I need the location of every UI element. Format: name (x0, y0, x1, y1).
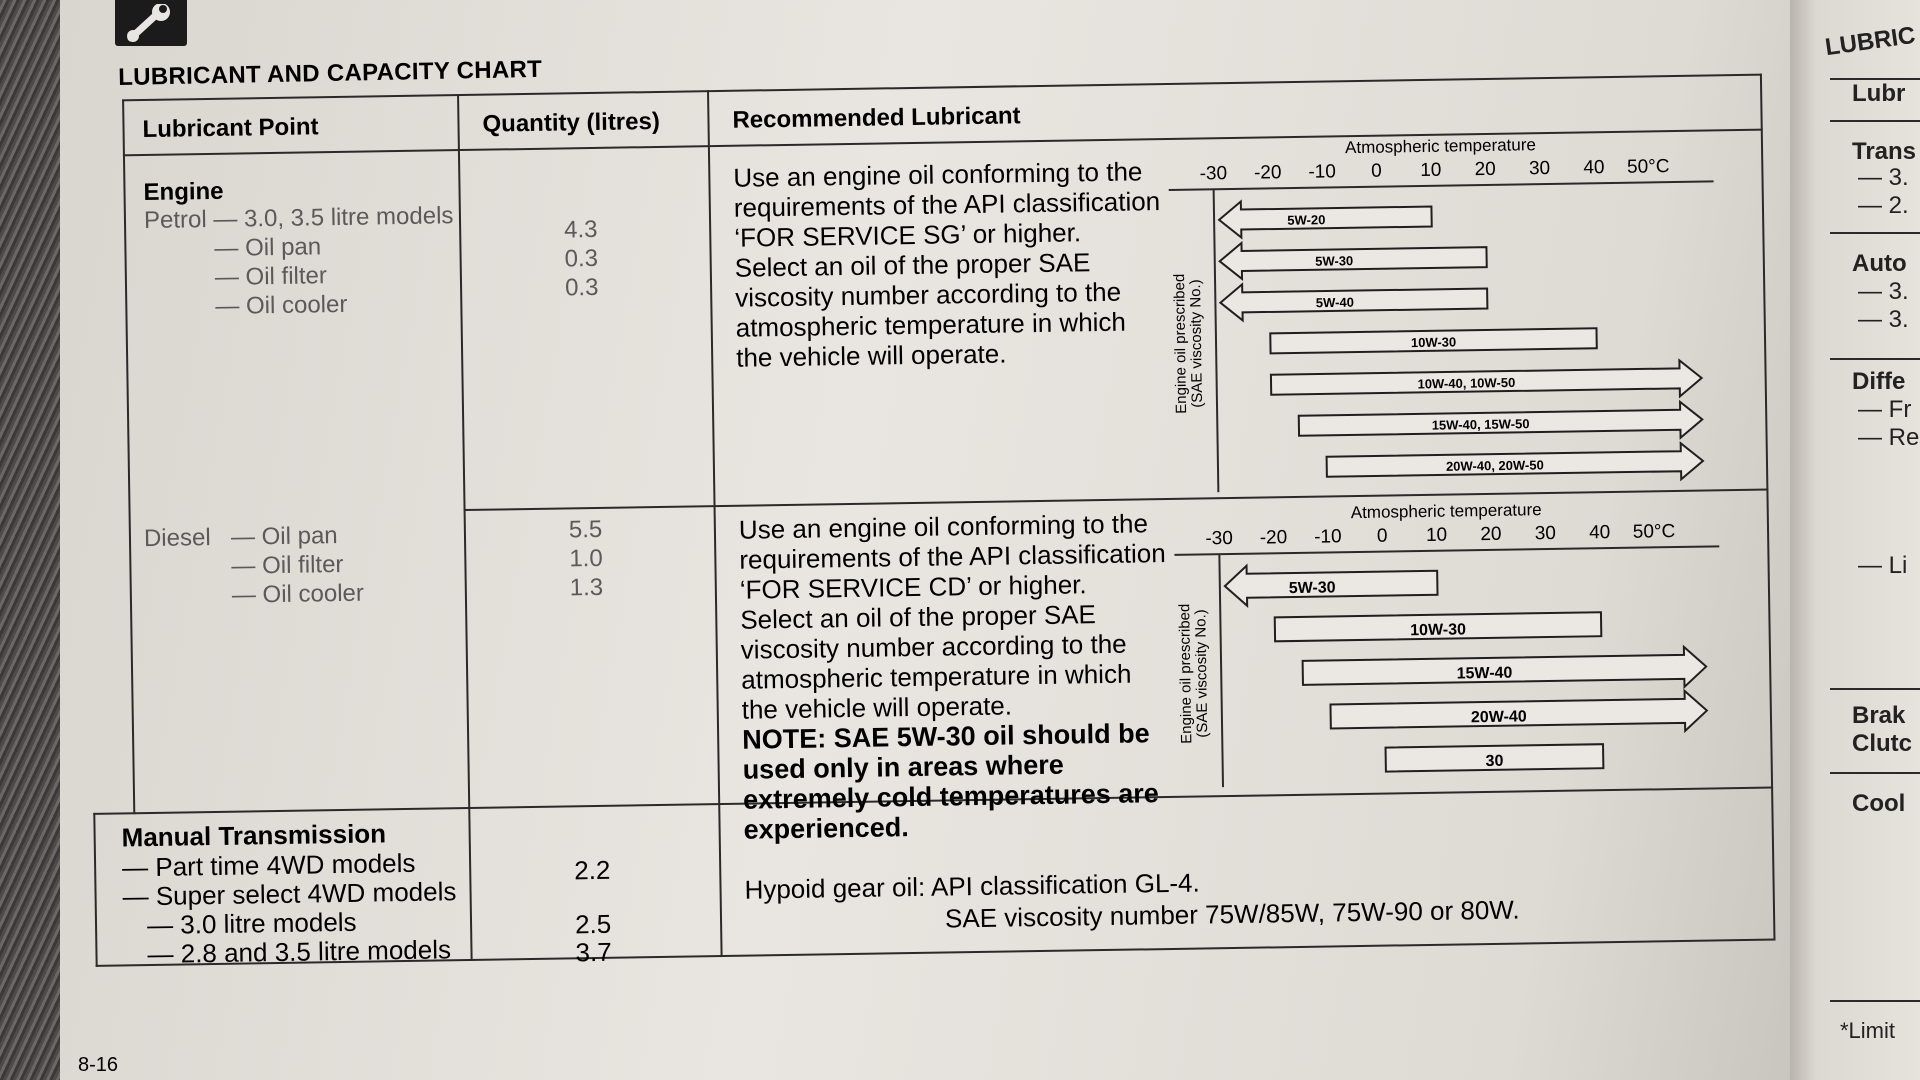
engine-qty-oil-filter: 0.3 (564, 244, 599, 273)
diesel-spec-line: the vehicle will operate. (741, 690, 1013, 725)
diesel-item-oil-filter: — Oil filter (231, 550, 344, 580)
transmission-item: — 2.8 and 3.5 litre models (147, 934, 452, 970)
facing-footnote: *Limit (1840, 1018, 1896, 1043)
tick-label: 30 (1534, 522, 1557, 545)
facing-row: Brak (1852, 702, 1906, 729)
facing-row: — 3. (1858, 164, 1909, 191)
facing-row: Clutc (1852, 730, 1912, 757)
diesel-viscosity-chart (1174, 494, 1758, 793)
y-axis-line (1219, 554, 1223, 787)
facing-divider (1830, 232, 1920, 234)
engine-item-oil-cooler: — Oil cooler (215, 290, 348, 320)
facing-row: Diffe (1852, 368, 1906, 395)
tick-label: 40 (1588, 522, 1611, 544)
y-axis-label: Engine oil prescribed (1170, 273, 1191, 414)
header-recommended-lubricant: Recommended Lubricant (732, 102, 1021, 134)
diesel-label: Diesel (143, 524, 211, 553)
diesel-note-line: used only in areas where (742, 749, 1065, 785)
viscosity-label: 5W-30 (1315, 253, 1354, 269)
engine-spec-line: atmospheric temperature in which (735, 306, 1127, 343)
quantity-divider (457, 94, 473, 961)
engine-spec-text (733, 156, 1176, 373)
diesel-item-oil-cooler: — Oil cooler (231, 579, 365, 609)
diesel-note (742, 718, 1184, 845)
wrench-icon-badge (115, 0, 187, 46)
transmission-title: Manual Transmission (121, 818, 387, 853)
facing-divider (1830, 358, 1920, 360)
facing-row: Cool (1852, 790, 1906, 817)
tick-label: 40 (1583, 157, 1605, 179)
wrench-icon (125, 4, 177, 44)
axis-line (1174, 546, 1719, 555)
tick-label: -20 (1259, 527, 1288, 549)
y-axis-label: Engine oil prescribed (1176, 603, 1196, 744)
engine-title: Engine (143, 177, 224, 207)
lubricant-table (82, 69, 1776, 1030)
engine-qty-oil-pan: 4.3 (563, 215, 598, 244)
facing-divider (1830, 688, 1920, 690)
viscosity-label: 10W-30 (1410, 621, 1467, 640)
facing-page-title: LUBRIC (1823, 21, 1918, 62)
diesel-qty-oil-cooler: 1.3 (569, 573, 604, 602)
engine-spec-line: requirements of the API classification (733, 186, 1161, 223)
engine-spec-line: Use an engine oil conforming to the (733, 156, 1143, 193)
diesel-note-line: NOTE: SAE 5W-30 oil should be (741, 718, 1150, 755)
diesel-spec-line: requirements of the API classification (739, 538, 1166, 575)
engine-item-oil-pan: — Oil pan (214, 233, 322, 262)
viscosity-label: 20W-40 (1470, 708, 1527, 727)
tick-label: 30 (1528, 157, 1551, 180)
facing-row: — Li (1858, 552, 1908, 579)
viscosity-label: 30 (1485, 752, 1504, 771)
transmission-item: — Part time 4WD models (121, 847, 416, 883)
engine-spec-line: ‘FOR SERVICE SG’ or higher. (734, 217, 1082, 253)
transmission-qty: 3.7 (575, 936, 612, 968)
tick-label: -30 (1205, 527, 1234, 550)
lubricant-divider (707, 90, 723, 957)
diesel-note-line: extremely cold temperatures are (742, 778, 1160, 815)
tick-label: -10 (1308, 161, 1337, 183)
page-title: LUBRICANT AND CAPACITY CHART (118, 55, 543, 91)
transmission-qty: 2.5 (574, 908, 612, 940)
diesel-spec-line: ‘FOR SERVICE CD’ or higher. (739, 569, 1087, 605)
tick-label: 50°C (1632, 521, 1676, 543)
engine-spec-line: viscosity number according to the (735, 276, 1122, 313)
chart-title: Atmospheric temperature (1350, 500, 1542, 523)
viscosity-label: 20W-40, 20W-50 (1445, 457, 1544, 474)
tick-label: 0 (1371, 160, 1382, 182)
diesel-spec-line: Select an oil of the proper SAE (740, 599, 1097, 635)
transmission-item: — Super select 4WD models (122, 876, 457, 912)
viscosity-label: 15W-40, 15W-50 (1431, 416, 1530, 433)
diesel-qty-oil-filter: 1.0 (569, 544, 603, 573)
chart-title: Atmospheric temperature (1344, 135, 1537, 158)
transmission-item: — 3.0 litre models (146, 906, 357, 941)
tick-label: 10 (1420, 159, 1442, 181)
viscosity-label: 10W-30 (1410, 334, 1457, 351)
facing-row: Auto (1852, 250, 1907, 277)
viscosity-label: 15W-40 (1456, 664, 1513, 683)
tick-label: -10 (1313, 526, 1342, 548)
header-lubricant-point: Lubricant Point (142, 113, 319, 144)
page-number: 8-16 (78, 1054, 119, 1076)
diesel-item-oil-pan: — Oil pan (230, 522, 338, 551)
tick-label: 20 (1480, 523, 1502, 546)
facing-row: — Re (1858, 424, 1920, 451)
y-axis-label: (SAE viscosity No.) (1192, 609, 1212, 738)
facing-row: Lubr (1852, 80, 1906, 107)
facing-row: — Fr (1858, 396, 1912, 423)
petrol-viscosity-chart (1168, 129, 1754, 498)
facing-row: — 2. (1858, 192, 1909, 219)
y-axis-label: (SAE viscosity No.) (1187, 279, 1207, 408)
transmission-oil-spec: Hypoid gear oil: API classification GL-4. (744, 867, 1200, 905)
diesel-note-line: experienced. (743, 812, 909, 845)
facing-page (1790, 0, 1920, 1080)
viscosity-label: 5W-20 (1287, 212, 1326, 228)
engine-spec-line: Select an oil of the proper SAE (734, 247, 1091, 283)
tick-label: -30 (1199, 163, 1228, 185)
diesel-spec-line: atmospheric temperature in which (741, 658, 1132, 695)
diesel-spec-line: Use an engine oil conforming to the (738, 508, 1149, 545)
diesel-qty-oil-pan: 5.5 (568, 515, 603, 544)
tick-label: -20 (1253, 162, 1282, 184)
transmission-viscosity-spec: SAE viscosity number 75W/85W, 75W-90 or 80W. (944, 894, 1520, 934)
tick-label: 10 (1425, 524, 1448, 546)
transmission-qty: 2.2 (574, 854, 611, 886)
facing-row: — 3. (1858, 278, 1909, 305)
facing-row: — 3. (1858, 306, 1909, 333)
tick-label: 20 (1474, 158, 1496, 181)
viscosity-label: 10W-40, 10W-50 (1417, 374, 1516, 392)
tick-label: 50°C (1626, 156, 1670, 178)
facing-divider (1830, 1000, 1920, 1002)
petrol-models-label: Petrol — 3.0, 3.5 litre models (143, 202, 454, 235)
engine-qty-oil-cooler: 0.3 (564, 273, 599, 302)
viscosity-label: 5W-40 (1315, 294, 1354, 311)
engine-item-oil-filter: — Oil filter (214, 262, 328, 291)
facing-divider (1830, 772, 1920, 774)
engine-spec-line: the vehicle will operate. (735, 338, 1007, 373)
left-border (122, 99, 135, 814)
header-quantity: Quantity (litres) (482, 107, 661, 138)
diesel-spec-line: viscosity number according to the (740, 628, 1127, 665)
facing-divider (1830, 120, 1920, 122)
viscosity-label: 5W-30 (1288, 579, 1336, 598)
axis-line (1169, 181, 1714, 190)
facing-row: Trans (1852, 138, 1917, 165)
diesel-spec-text (739, 508, 1182, 725)
y-axis-line (1214, 189, 1219, 492)
tick-label: 0 (1376, 525, 1388, 547)
